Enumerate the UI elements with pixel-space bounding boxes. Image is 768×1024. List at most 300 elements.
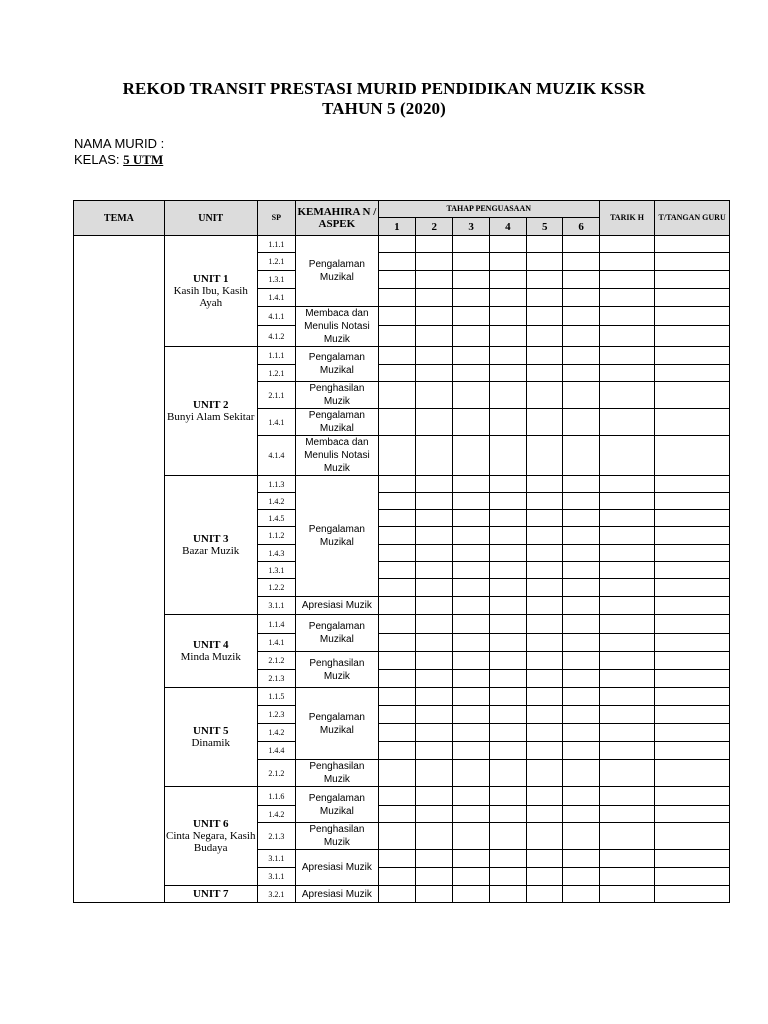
- level-5-cell[interactable]: [527, 886, 563, 903]
- tarikh-cell[interactable]: [599, 382, 655, 409]
- level-2-cell[interactable]: [416, 493, 453, 510]
- tandatangan-cell[interactable]: [655, 634, 730, 652]
- level-5-cell[interactable]: [527, 382, 563, 409]
- level-3-cell[interactable]: [453, 597, 489, 615]
- aspect-cell: Membaca dan Menulis Notasi Muzik: [296, 307, 379, 347]
- level-6-cell[interactable]: [563, 307, 599, 326]
- level-1-cell[interactable]: [378, 271, 415, 289]
- level-2-cell[interactable]: [416, 724, 453, 742]
- level-2-cell[interactable]: [416, 787, 453, 806]
- tarikh-cell[interactable]: [599, 670, 655, 688]
- level-4-cell[interactable]: [489, 760, 526, 787]
- tarikh-cell[interactable]: [599, 706, 655, 724]
- level-1-cell[interactable]: [378, 289, 415, 307]
- level-5-cell[interactable]: [527, 868, 563, 886]
- tarikh-cell[interactable]: [599, 724, 655, 742]
- level-1-cell[interactable]: [378, 579, 415, 597]
- level-1-cell[interactable]: [378, 545, 415, 562]
- level-3-cell[interactable]: [453, 510, 489, 527]
- sp-code: 3.2.1: [257, 886, 295, 903]
- level-6-cell[interactable]: [563, 382, 599, 409]
- level-5-cell[interactable]: [527, 307, 563, 326]
- level-3-cell[interactable]: [453, 634, 489, 652]
- level-1-cell[interactable]: [378, 823, 415, 850]
- level-2-cell[interactable]: [416, 562, 453, 579]
- level-6-cell[interactable]: [563, 436, 599, 476]
- level-5-cell[interactable]: [527, 476, 563, 493]
- tarikh-cell[interactable]: [599, 652, 655, 670]
- level-5-cell[interactable]: [527, 253, 563, 271]
- level-1-cell[interactable]: [378, 688, 415, 706]
- level-4-cell[interactable]: [489, 436, 526, 476]
- tandatangan-cell[interactable]: [655, 510, 730, 527]
- level-2-cell[interactable]: [416, 886, 453, 903]
- level-6-cell[interactable]: [563, 271, 599, 289]
- level-2-cell[interactable]: [416, 347, 453, 365]
- unit-cell: [164, 236, 257, 347]
- level-6-cell[interactable]: [563, 615, 599, 634]
- level-3-cell[interactable]: [453, 236, 489, 253]
- tarikh-cell[interactable]: [599, 868, 655, 886]
- tarikh-cell[interactable]: [599, 823, 655, 850]
- level-3-cell[interactable]: [453, 787, 489, 806]
- tarikh-cell[interactable]: [599, 307, 655, 326]
- level-2-cell[interactable]: [416, 634, 453, 652]
- sp-code: 1.4.2: [257, 806, 295, 823]
- level-1-cell[interactable]: [378, 597, 415, 615]
- unit-cell: [164, 347, 257, 476]
- tarikh-cell[interactable]: [599, 615, 655, 634]
- level-1-cell[interactable]: [378, 347, 415, 365]
- level-6-cell[interactable]: [563, 326, 599, 347]
- unit-description: Kasih Ibu, Kasih Ayah: [173, 285, 248, 309]
- level-1-cell[interactable]: [378, 806, 415, 823]
- level-5-cell[interactable]: [527, 688, 563, 706]
- level-5-cell[interactable]: [527, 850, 563, 868]
- tarikh-cell[interactable]: [599, 787, 655, 806]
- tarikh-cell[interactable]: [599, 365, 655, 382]
- level-3-cell[interactable]: [453, 382, 489, 409]
- sp-code: 3.1.1: [257, 597, 295, 615]
- level-3-cell[interactable]: [453, 253, 489, 271]
- level-2-cell[interactable]: [416, 545, 453, 562]
- level-5-cell[interactable]: [527, 760, 563, 787]
- tarikh-cell[interactable]: [599, 436, 655, 476]
- level-1-cell[interactable]: [378, 760, 415, 787]
- level-4-cell[interactable]: [489, 493, 526, 510]
- level-5-cell[interactable]: [527, 493, 563, 510]
- level-4-cell[interactable]: [489, 527, 526, 545]
- level-4-cell[interactable]: [489, 236, 526, 253]
- tarikh-cell[interactable]: [599, 493, 655, 510]
- tandatangan-cell[interactable]: [655, 476, 730, 493]
- sp-code: 1.1.5: [257, 688, 295, 706]
- level-5-cell[interactable]: [527, 706, 563, 724]
- level-2-cell[interactable]: [416, 409, 453, 436]
- unit-name: UNIT 3: [192, 533, 229, 545]
- level-6-cell[interactable]: [563, 289, 599, 307]
- tandatangan-cell[interactable]: [655, 562, 730, 579]
- tandatangan-cell[interactable]: [655, 806, 730, 823]
- tandatangan-cell[interactable]: [655, 724, 730, 742]
- level-5-cell[interactable]: [527, 409, 563, 436]
- level-4-cell[interactable]: [489, 307, 526, 326]
- unit-description: Minda Muzik: [180, 651, 241, 663]
- aspect-cell: Penghasilan Muzik: [296, 382, 379, 409]
- level-4-cell[interactable]: [489, 823, 526, 850]
- level-1-cell[interactable]: [378, 742, 415, 760]
- tandatangan-cell[interactable]: [655, 742, 730, 760]
- level-6-cell[interactable]: [563, 347, 599, 365]
- level-2-cell[interactable]: [416, 652, 453, 670]
- level-1-cell[interactable]: [378, 886, 415, 903]
- level-2-cell[interactable]: [416, 579, 453, 597]
- tarikh-cell[interactable]: [599, 760, 655, 787]
- level-5-cell[interactable]: [527, 510, 563, 527]
- level-5-cell[interactable]: [527, 289, 563, 307]
- tarikh-cell[interactable]: [599, 850, 655, 868]
- sp-code: 4.1.1: [257, 307, 295, 326]
- level-1-cell[interactable]: [378, 436, 415, 476]
- level-4-cell[interactable]: [489, 409, 526, 436]
- sp-code: 1.1.1: [257, 347, 295, 365]
- level-3-cell[interactable]: [453, 562, 489, 579]
- tandatangan-cell[interactable]: [655, 787, 730, 806]
- level-4-cell[interactable]: [489, 652, 526, 670]
- tarikh-cell[interactable]: [599, 326, 655, 347]
- level-5-cell[interactable]: [527, 634, 563, 652]
- level-2-cell[interactable]: [416, 850, 453, 868]
- level-4-cell[interactable]: [489, 597, 526, 615]
- level-5-cell[interactable]: [527, 562, 563, 579]
- class-value: 5 UTM: [123, 152, 164, 167]
- level-3-cell[interactable]: [453, 823, 489, 850]
- level-3-cell[interactable]: [453, 760, 489, 787]
- tandatangan-cell[interactable]: [655, 253, 730, 271]
- level-4-cell[interactable]: [489, 253, 526, 271]
- tandatangan-cell[interactable]: [655, 326, 730, 347]
- level-1-cell[interactable]: [378, 253, 415, 271]
- level-6-cell[interactable]: [563, 688, 599, 706]
- level-3-cell[interactable]: [453, 365, 489, 382]
- level-5-cell[interactable]: [527, 742, 563, 760]
- tarikh-cell[interactable]: [599, 289, 655, 307]
- level-1-cell[interactable]: [378, 868, 415, 886]
- level-4-cell[interactable]: [489, 365, 526, 382]
- table-row: [74, 615, 730, 634]
- aspect-cell: Pengalaman Muzikal: [296, 409, 379, 436]
- tarikh-cell[interactable]: [599, 527, 655, 545]
- level-6-cell[interactable]: [563, 724, 599, 742]
- tarikh-cell[interactable]: [599, 634, 655, 652]
- tarikh-cell[interactable]: [599, 579, 655, 597]
- level-1-cell[interactable]: [378, 562, 415, 579]
- level-6-cell[interactable]: [563, 652, 599, 670]
- level-1-cell[interactable]: [378, 850, 415, 868]
- level-4-cell[interactable]: [489, 850, 526, 868]
- level-3-cell[interactable]: [453, 545, 489, 562]
- level-2-cell[interactable]: [416, 670, 453, 688]
- level-3-cell[interactable]: [453, 670, 489, 688]
- level-2-cell[interactable]: [416, 307, 453, 326]
- level-3-cell[interactable]: [453, 579, 489, 597]
- level-6-cell[interactable]: [563, 597, 599, 615]
- level-6-cell[interactable]: [563, 787, 599, 806]
- level-5-cell[interactable]: [527, 236, 563, 253]
- tandatangan-cell[interactable]: [655, 823, 730, 850]
- level-3-cell[interactable]: [453, 688, 489, 706]
- level-5-cell[interactable]: [527, 615, 563, 634]
- level-4-cell[interactable]: [489, 289, 526, 307]
- sp-code: 4.1.2: [257, 326, 295, 347]
- level-2-cell[interactable]: [416, 742, 453, 760]
- level-4-cell[interactable]: [489, 706, 526, 724]
- unit-description: Bunyi Alam Sekitar: [167, 411, 255, 423]
- level-6-cell[interactable]: [563, 562, 599, 579]
- level-4-cell[interactable]: [489, 886, 526, 903]
- level-6-cell[interactable]: [563, 670, 599, 688]
- level-6-cell[interactable]: [563, 634, 599, 652]
- level-4-cell[interactable]: [489, 382, 526, 409]
- level-2-cell[interactable]: [416, 326, 453, 347]
- tandatangan-cell[interactable]: [655, 688, 730, 706]
- level-5-cell[interactable]: [527, 724, 563, 742]
- tandatangan-cell[interactable]: [655, 307, 730, 326]
- tandatangan-cell[interactable]: [655, 493, 730, 510]
- tarikh-cell[interactable]: [599, 688, 655, 706]
- level-1-cell[interactable]: [378, 365, 415, 382]
- level-2-cell[interactable]: [416, 597, 453, 615]
- level-1-cell[interactable]: [378, 787, 415, 806]
- tarikh-cell[interactable]: [599, 886, 655, 903]
- level-5-cell[interactable]: [527, 365, 563, 382]
- level-6-cell[interactable]: [563, 510, 599, 527]
- level-2-cell[interactable]: [416, 382, 453, 409]
- level-1-cell[interactable]: [378, 706, 415, 724]
- level-2-cell[interactable]: [416, 615, 453, 634]
- level-4-cell[interactable]: [489, 724, 526, 742]
- level-4-cell[interactable]: [489, 347, 526, 365]
- level-1-cell[interactable]: [378, 236, 415, 253]
- level-5-cell[interactable]: [527, 527, 563, 545]
- tandatangan-cell[interactable]: [655, 579, 730, 597]
- level-3-cell[interactable]: [453, 271, 489, 289]
- level-5-cell[interactable]: [527, 436, 563, 476]
- level-1-cell[interactable]: [378, 652, 415, 670]
- level-4-cell[interactable]: [489, 688, 526, 706]
- level-3-cell[interactable]: [453, 724, 489, 742]
- level-6-cell[interactable]: [563, 409, 599, 436]
- level-2-cell[interactable]: [416, 476, 453, 493]
- level-3-cell[interactable]: [453, 706, 489, 724]
- level-6-cell[interactable]: [563, 527, 599, 545]
- level-2-cell[interactable]: [416, 688, 453, 706]
- level-2-cell[interactable]: [416, 806, 453, 823]
- level-5-cell[interactable]: [527, 347, 563, 365]
- level-3-cell[interactable]: [453, 436, 489, 476]
- level-6-cell[interactable]: [563, 545, 599, 562]
- level-6-cell[interactable]: [563, 850, 599, 868]
- tarikh-cell[interactable]: [599, 271, 655, 289]
- tarikh-cell[interactable]: [599, 347, 655, 365]
- tandatangan-cell[interactable]: [655, 236, 730, 253]
- tandatangan-cell[interactable]: [655, 347, 730, 365]
- level-1-cell[interactable]: [378, 510, 415, 527]
- level-4-cell[interactable]: [489, 670, 526, 688]
- level-2-cell[interactable]: [416, 271, 453, 289]
- level-6-cell[interactable]: [563, 806, 599, 823]
- tarikh-cell[interactable]: [599, 562, 655, 579]
- level-3-cell[interactable]: [453, 289, 489, 307]
- unit-description: Bazar Muzik: [182, 545, 240, 557]
- level-6-cell[interactable]: [563, 760, 599, 787]
- tandatangan-cell[interactable]: [655, 436, 730, 476]
- level-3-cell[interactable]: [453, 615, 489, 634]
- tandatangan-cell[interactable]: [655, 545, 730, 562]
- level-2-cell[interactable]: [416, 253, 453, 271]
- tarikh-cell[interactable]: [599, 806, 655, 823]
- sp-code: 1.1.6: [257, 787, 295, 806]
- level-5-cell[interactable]: [527, 326, 563, 347]
- level-6-cell[interactable]: [563, 823, 599, 850]
- level-3-cell[interactable]: [453, 493, 489, 510]
- level-5-cell[interactable]: [527, 787, 563, 806]
- sp-code: 1.1.3: [257, 476, 295, 493]
- level-4-cell[interactable]: [489, 476, 526, 493]
- level-2-cell[interactable]: [416, 868, 453, 886]
- tarikh-cell[interactable]: [599, 510, 655, 527]
- tandatangan-cell[interactable]: [655, 868, 730, 886]
- level-6-cell[interactable]: [563, 493, 599, 510]
- level-2-cell[interactable]: [416, 527, 453, 545]
- tandatangan-cell[interactable]: [655, 615, 730, 634]
- level-2-cell[interactable]: [416, 365, 453, 382]
- tandatangan-cell[interactable]: [655, 886, 730, 903]
- tarikh-cell[interactable]: [599, 409, 655, 436]
- level-3-cell[interactable]: [453, 476, 489, 493]
- level-3-cell[interactable]: [453, 850, 489, 868]
- level-2-cell[interactable]: [416, 823, 453, 850]
- tandatangan-cell[interactable]: [655, 652, 730, 670]
- tandatangan-cell[interactable]: [655, 760, 730, 787]
- tandatangan-cell[interactable]: [655, 409, 730, 436]
- level-6-cell[interactable]: [563, 868, 599, 886]
- header-unit: UNIT: [164, 201, 257, 236]
- tarikh-cell[interactable]: [599, 742, 655, 760]
- level-6-cell[interactable]: [563, 706, 599, 724]
- level-4-cell[interactable]: [489, 742, 526, 760]
- level-2-cell[interactable]: [416, 510, 453, 527]
- tandatangan-cell[interactable]: [655, 365, 730, 382]
- level-1-cell[interactable]: [378, 382, 415, 409]
- level-6-cell[interactable]: [563, 476, 599, 493]
- level-4-cell[interactable]: [489, 271, 526, 289]
- tandatangan-cell[interactable]: [655, 850, 730, 868]
- level-3-cell[interactable]: [453, 307, 489, 326]
- class-label: KELAS:: [74, 152, 120, 167]
- level-3-cell[interactable]: [453, 347, 489, 365]
- level-5-cell[interactable]: [527, 545, 563, 562]
- level-4-cell[interactable]: [489, 545, 526, 562]
- tarikh-cell[interactable]: [599, 476, 655, 493]
- level-4-cell[interactable]: [489, 868, 526, 886]
- level-2-cell[interactable]: [416, 236, 453, 253]
- header-level-1: 1: [378, 218, 415, 236]
- unit-name: UNIT 6: [192, 818, 229, 830]
- level-1-cell[interactable]: [378, 724, 415, 742]
- tandatangan-cell[interactable]: [655, 271, 730, 289]
- level-4-cell[interactable]: [489, 326, 526, 347]
- level-5-cell[interactable]: [527, 670, 563, 688]
- level-3-cell[interactable]: [453, 527, 489, 545]
- sp-code: 1.2.1: [257, 365, 295, 382]
- level-1-cell[interactable]: [378, 527, 415, 545]
- level-4-cell[interactable]: [489, 510, 526, 527]
- tarikh-cell[interactable]: [599, 597, 655, 615]
- level-3-cell[interactable]: [453, 806, 489, 823]
- tandatangan-cell[interactable]: [655, 597, 730, 615]
- tarikh-cell[interactable]: [599, 236, 655, 253]
- level-3-cell[interactable]: [453, 868, 489, 886]
- level-3-cell[interactable]: [453, 409, 489, 436]
- tandatangan-cell[interactable]: [655, 670, 730, 688]
- level-1-cell[interactable]: [378, 409, 415, 436]
- tandatangan-cell[interactable]: [655, 706, 730, 724]
- level-4-cell[interactable]: [489, 579, 526, 597]
- level-5-cell[interactable]: [527, 271, 563, 289]
- tandatangan-cell[interactable]: [655, 289, 730, 307]
- level-3-cell[interactable]: [453, 886, 489, 903]
- level-1-cell[interactable]: [378, 476, 415, 493]
- level-1-cell[interactable]: [378, 493, 415, 510]
- level-6-cell[interactable]: [563, 236, 599, 253]
- level-6-cell[interactable]: [563, 742, 599, 760]
- level-3-cell[interactable]: [453, 326, 489, 347]
- tandatangan-cell[interactable]: [655, 527, 730, 545]
- level-4-cell[interactable]: [489, 806, 526, 823]
- level-1-cell[interactable]: [378, 634, 415, 652]
- level-2-cell[interactable]: [416, 436, 453, 476]
- level-2-cell[interactable]: [416, 706, 453, 724]
- level-1-cell[interactable]: [378, 307, 415, 326]
- level-5-cell[interactable]: [527, 823, 563, 850]
- level-6-cell[interactable]: [563, 886, 599, 903]
- level-1-cell[interactable]: [378, 615, 415, 634]
- tarikh-cell[interactable]: [599, 545, 655, 562]
- level-3-cell[interactable]: [453, 652, 489, 670]
- level-1-cell[interactable]: [378, 326, 415, 347]
- sp-code: 1.4.5: [257, 510, 295, 527]
- level-4-cell[interactable]: [489, 634, 526, 652]
- level-6-cell[interactable]: [563, 365, 599, 382]
- level-5-cell[interactable]: [527, 652, 563, 670]
- level-4-cell[interactable]: [489, 562, 526, 579]
- level-2-cell[interactable]: [416, 760, 453, 787]
- level-5-cell[interactable]: [527, 806, 563, 823]
- level-6-cell[interactable]: [563, 253, 599, 271]
- level-3-cell[interactable]: [453, 742, 489, 760]
- level-4-cell[interactable]: [489, 615, 526, 634]
- sp-code: 1.4.1: [257, 409, 295, 436]
- level-6-cell[interactable]: [563, 579, 599, 597]
- tarikh-cell[interactable]: [599, 253, 655, 271]
- level-5-cell[interactable]: [527, 579, 563, 597]
- level-2-cell[interactable]: [416, 289, 453, 307]
- level-4-cell[interactable]: [489, 787, 526, 806]
- level-5-cell[interactable]: [527, 597, 563, 615]
- level-1-cell[interactable]: [378, 670, 415, 688]
- tandatangan-cell[interactable]: [655, 382, 730, 409]
